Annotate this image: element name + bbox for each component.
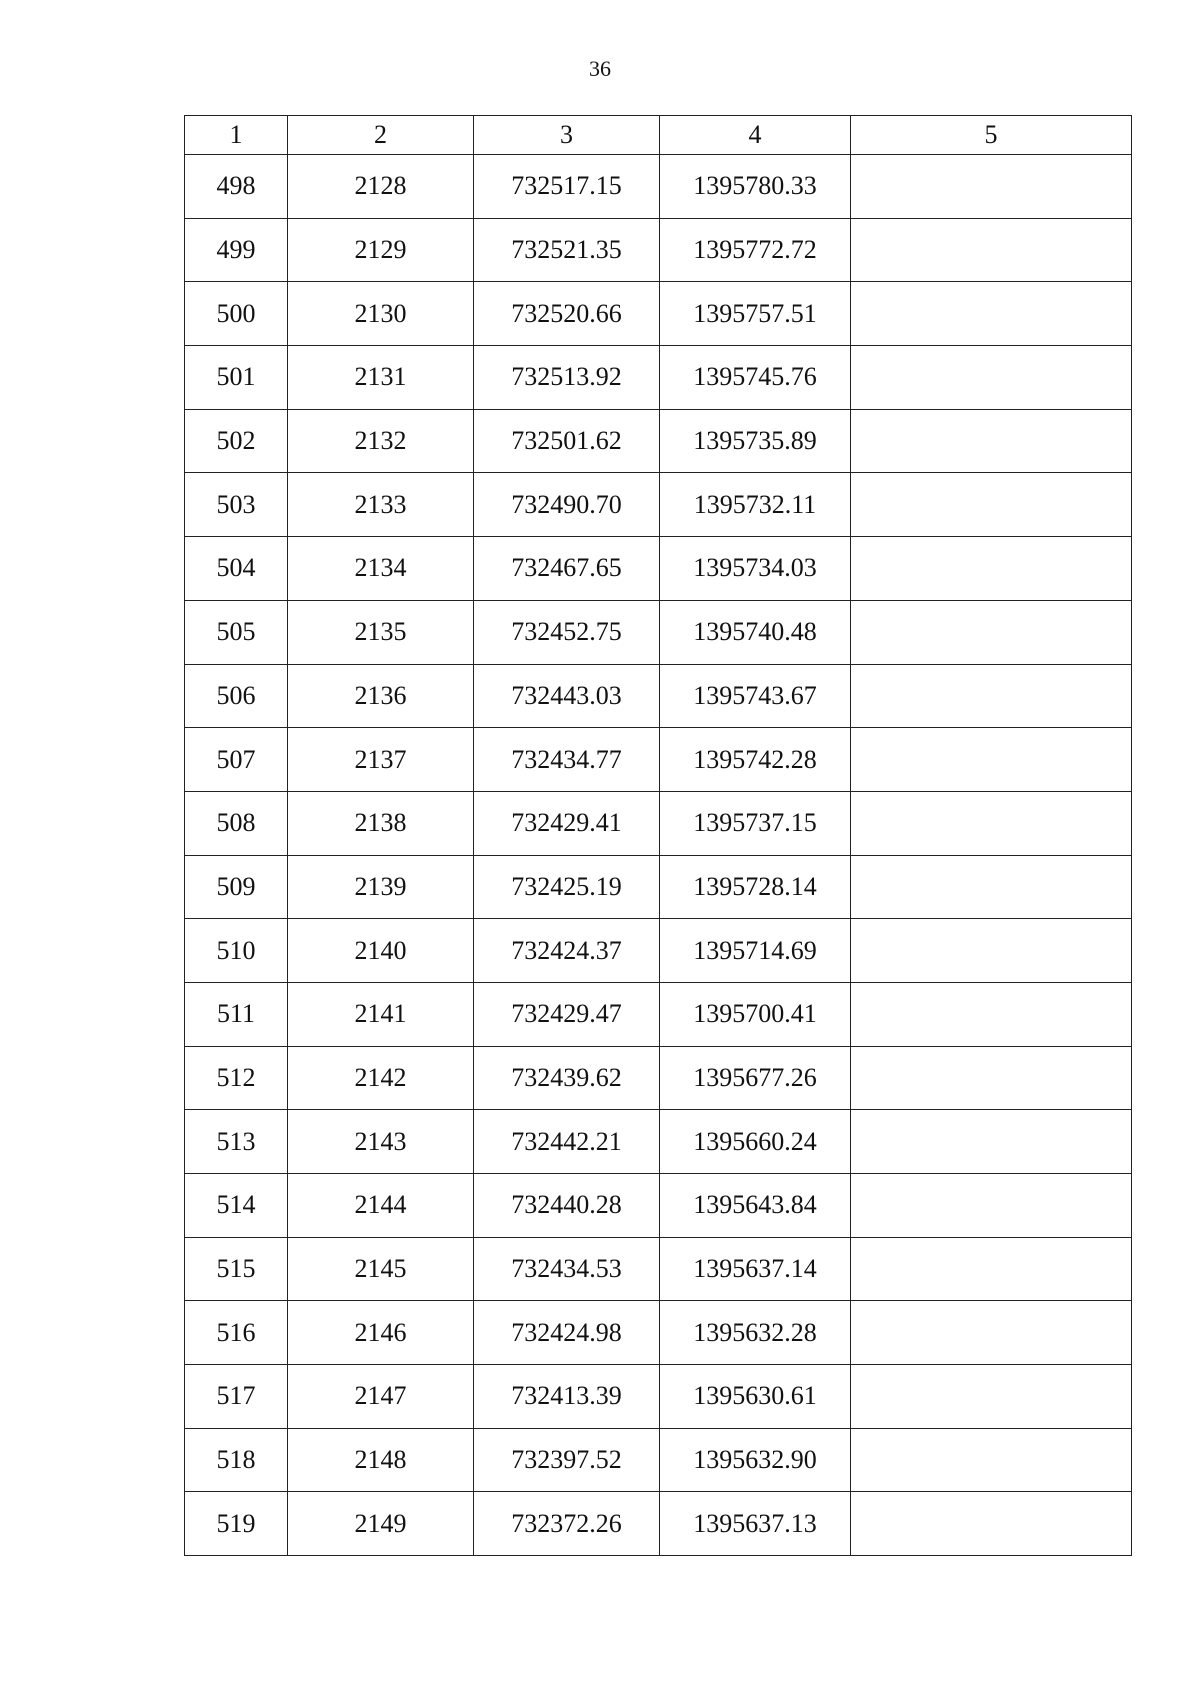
table-cell: 732413.39 <box>474 1365 660 1429</box>
table-cell: 508 <box>185 791 288 855</box>
table-cell: 503 <box>185 473 288 537</box>
table-cell <box>851 664 1132 728</box>
column-header: 2 <box>288 116 474 155</box>
table-cell: 732429.47 <box>474 982 660 1046</box>
table-row <box>185 1110 1132 1174</box>
table-cell: 732467.65 <box>474 537 660 601</box>
table-cell <box>851 1237 1132 1301</box>
table-cell: 1395632.28 <box>660 1301 851 1365</box>
table-row <box>185 791 1132 855</box>
table-cell: 517 <box>185 1365 288 1429</box>
table-cell <box>851 1492 1132 1556</box>
table-row <box>185 1492 1132 1556</box>
column-header: 1 <box>185 116 288 155</box>
table-cell: 518 <box>185 1428 288 1492</box>
column-header: 5 <box>851 116 1132 155</box>
table-cell: 1395630.61 <box>660 1365 851 1429</box>
header-row <box>185 116 1132 155</box>
column-header: 4 <box>660 116 851 155</box>
page-number: 36 <box>589 56 611 81</box>
table-cell <box>851 1110 1132 1174</box>
table-cell: 1395714.69 <box>660 919 851 983</box>
table-row <box>185 346 1132 410</box>
table-row <box>185 855 1132 919</box>
table-cell: 1395745.76 <box>660 346 851 410</box>
table-cell: 2145 <box>288 1237 474 1301</box>
table-row <box>185 1365 1132 1429</box>
table-cell: 515 <box>185 1237 288 1301</box>
table-cell: 516 <box>185 1301 288 1365</box>
table-row <box>185 155 1132 219</box>
table-cell: 505 <box>185 600 288 664</box>
table-cell: 732501.62 <box>474 409 660 473</box>
table-row <box>185 1237 1132 1301</box>
table-cell: 1395643.84 <box>660 1174 851 1238</box>
table-cell <box>851 409 1132 473</box>
table-cell: 2140 <box>288 919 474 983</box>
table-cell <box>851 1301 1132 1365</box>
table-cell: 1395637.14 <box>660 1237 851 1301</box>
table-cell: 499 <box>185 218 288 282</box>
table-cell <box>851 537 1132 601</box>
table-cell: 1395735.89 <box>660 409 851 473</box>
table-cell: 1395737.15 <box>660 791 851 855</box>
table-cell <box>851 600 1132 664</box>
table-cell: 511 <box>185 982 288 1046</box>
table-cell: 2146 <box>288 1301 474 1365</box>
table-row <box>185 919 1132 983</box>
table-cell: 1395742.28 <box>660 728 851 792</box>
table-cell: 2132 <box>288 409 474 473</box>
table-cell: 1395660.24 <box>660 1110 851 1174</box>
table-row <box>185 664 1132 728</box>
table-cell: 732517.15 <box>474 155 660 219</box>
table-cell <box>851 155 1132 219</box>
table-cell: 1395772.72 <box>660 218 851 282</box>
table-row <box>185 473 1132 537</box>
table-cell: 2143 <box>288 1110 474 1174</box>
table-cell: 2141 <box>288 982 474 1046</box>
table-cell: 2129 <box>288 218 474 282</box>
table-cell <box>851 855 1132 919</box>
table-cell: 1395632.90 <box>660 1428 851 1492</box>
table-cell: 732424.98 <box>474 1301 660 1365</box>
table-cell: 2142 <box>288 1046 474 1110</box>
table-cell: 732372.26 <box>474 1492 660 1556</box>
table-cell: 2149 <box>288 1492 474 1556</box>
table-cell: 732440.28 <box>474 1174 660 1238</box>
table-cell <box>851 1365 1132 1429</box>
table-cell: 732424.37 <box>474 919 660 983</box>
table-cell: 507 <box>185 728 288 792</box>
table-cell <box>851 282 1132 346</box>
table-cell: 512 <box>185 1046 288 1110</box>
table-cell <box>851 1174 1132 1238</box>
table-cell: 1395677.26 <box>660 1046 851 1110</box>
table-cell <box>851 218 1132 282</box>
table-cell: 1395743.67 <box>660 664 851 728</box>
table-cell: 1395734.03 <box>660 537 851 601</box>
table-cell: 1395732.11 <box>660 473 851 537</box>
column-header: 3 <box>474 116 660 155</box>
table-cell <box>851 728 1132 792</box>
table-cell: 1395740.48 <box>660 600 851 664</box>
table-cell: 732520.66 <box>474 282 660 346</box>
table-cell: 1395757.51 <box>660 282 851 346</box>
table-row <box>185 728 1132 792</box>
table-cell: 732442.21 <box>474 1110 660 1174</box>
table-cell <box>851 473 1132 537</box>
table-cell: 502 <box>185 409 288 473</box>
table-row <box>185 1301 1132 1365</box>
table-cell: 1395728.14 <box>660 855 851 919</box>
table-cell: 732521.35 <box>474 218 660 282</box>
table-cell <box>851 346 1132 410</box>
table-cell <box>851 982 1132 1046</box>
table-cell: 2147 <box>288 1365 474 1429</box>
table-cell: 2134 <box>288 537 474 601</box>
table-cell <box>851 1428 1132 1492</box>
table-cell: 732434.77 <box>474 728 660 792</box>
table-row <box>185 282 1132 346</box>
table-cell: 2135 <box>288 600 474 664</box>
table-cell: 732429.41 <box>474 791 660 855</box>
table-row <box>185 218 1132 282</box>
table-cell <box>851 919 1132 983</box>
table-cell: 732434.53 <box>474 1237 660 1301</box>
table-row <box>185 982 1132 1046</box>
table-row <box>185 1428 1132 1492</box>
table-cell: 1395700.41 <box>660 982 851 1046</box>
table-cell: 1395637.13 <box>660 1492 851 1556</box>
table-cell: 732513.92 <box>474 346 660 410</box>
table-cell: 519 <box>185 1492 288 1556</box>
table-cell: 510 <box>185 919 288 983</box>
table-cell <box>851 791 1132 855</box>
coordinates-table <box>184 115 1132 1556</box>
table-cell: 498 <box>185 155 288 219</box>
table-row <box>185 409 1132 473</box>
table-row <box>185 537 1132 601</box>
table-row <box>185 1046 1132 1110</box>
table-cell: 732425.19 <box>474 855 660 919</box>
table-row <box>185 1174 1132 1238</box>
table-cell: 2144 <box>288 1174 474 1238</box>
table-cell: 2139 <box>288 855 474 919</box>
table-cell: 504 <box>185 537 288 601</box>
table-cell: 509 <box>185 855 288 919</box>
table-cell: 513 <box>185 1110 288 1174</box>
table-cell: 500 <box>185 282 288 346</box>
table-cell <box>851 1046 1132 1110</box>
table-cell: 2133 <box>288 473 474 537</box>
table-cell: 2148 <box>288 1428 474 1492</box>
table-cell: 2128 <box>288 155 474 219</box>
table-cell: 2136 <box>288 664 474 728</box>
table-cell: 732397.52 <box>474 1428 660 1492</box>
table-cell: 732452.75 <box>474 600 660 664</box>
table-body <box>185 116 1132 1556</box>
table-cell: 501 <box>185 346 288 410</box>
table-cell: 506 <box>185 664 288 728</box>
table-cell: 2138 <box>288 791 474 855</box>
table-cell: 514 <box>185 1174 288 1238</box>
table-cell: 732443.03 <box>474 664 660 728</box>
table-row <box>185 600 1132 664</box>
table-cell: 2131 <box>288 346 474 410</box>
table-cell: 732490.70 <box>474 473 660 537</box>
table-cell: 1395780.33 <box>660 155 851 219</box>
table-cell: 2130 <box>288 282 474 346</box>
table-cell: 2137 <box>288 728 474 792</box>
table-cell: 732439.62 <box>474 1046 660 1110</box>
